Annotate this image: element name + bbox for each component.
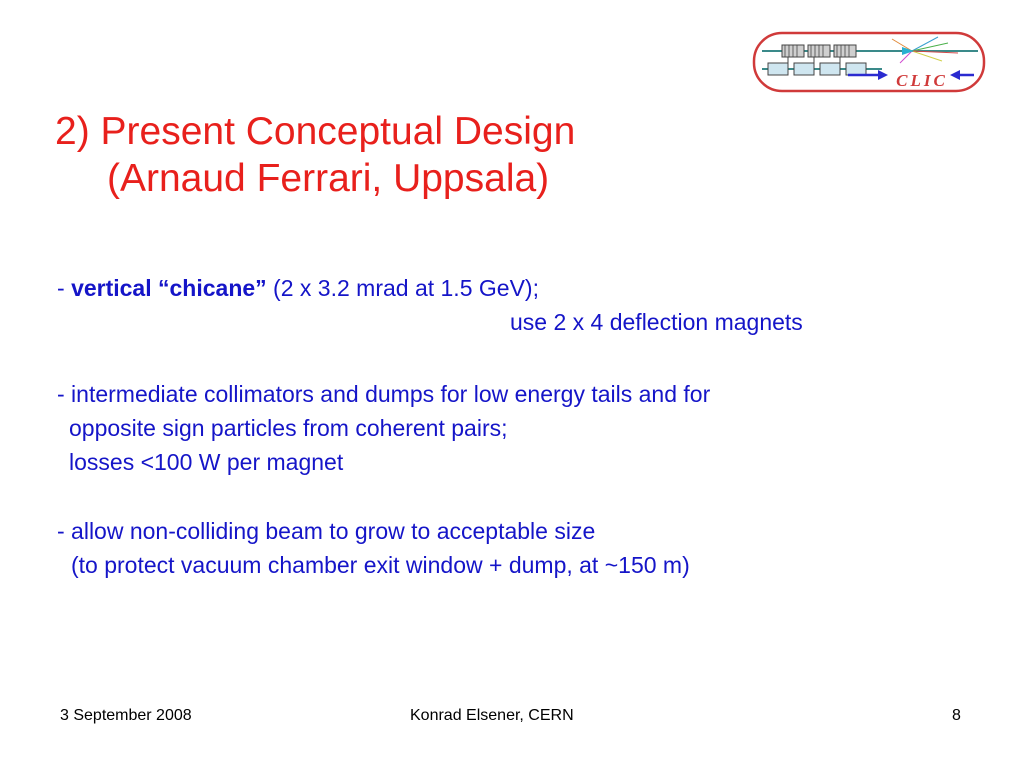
footer-date: 3 September 2008 <box>60 707 192 724</box>
chicane-term: vertical “chicane” <box>71 275 267 301</box>
bullet-chicane <box>57 271 539 305</box>
collimators-line-2: opposite sign particles from coherent pairs; <box>69 415 508 441</box>
footer-page-number: 8 <box>952 707 961 724</box>
beam-growth-line-1: - allow non-colliding beam to grow to acceptable size <box>57 518 596 544</box>
chicane-spec: (2 x 3.2 mrad at 1.5 GeV); <box>266 275 539 301</box>
bullet-chicane-sub: use 2 x 4 deflection magnets <box>510 309 803 335</box>
clic-logo <box>752 31 986 93</box>
title-line-1: 2) Present Conceptual Design <box>55 110 576 153</box>
collimators-line-1: - intermediate collimators and dumps for low energy tails and for <box>57 381 711 407</box>
logo-text: CLIC <box>896 71 948 90</box>
bullet-beam-growth <box>57 514 690 582</box>
footer-author: Konrad Elsener, CERN <box>410 707 574 724</box>
beam-growth-line-2: (to protect vacuum chamber exit window + dump, at ~150 m) <box>71 552 690 578</box>
slide-title <box>55 108 575 202</box>
collimators-line-3: losses <100 W per magnet <box>69 449 344 475</box>
clic-logo-icon <box>752 31 986 93</box>
bullet-dash: - <box>57 275 72 301</box>
title-line-2: (Arnaud Ferrari, Uppsala) <box>107 157 550 200</box>
bullet-collimators <box>57 377 710 479</box>
